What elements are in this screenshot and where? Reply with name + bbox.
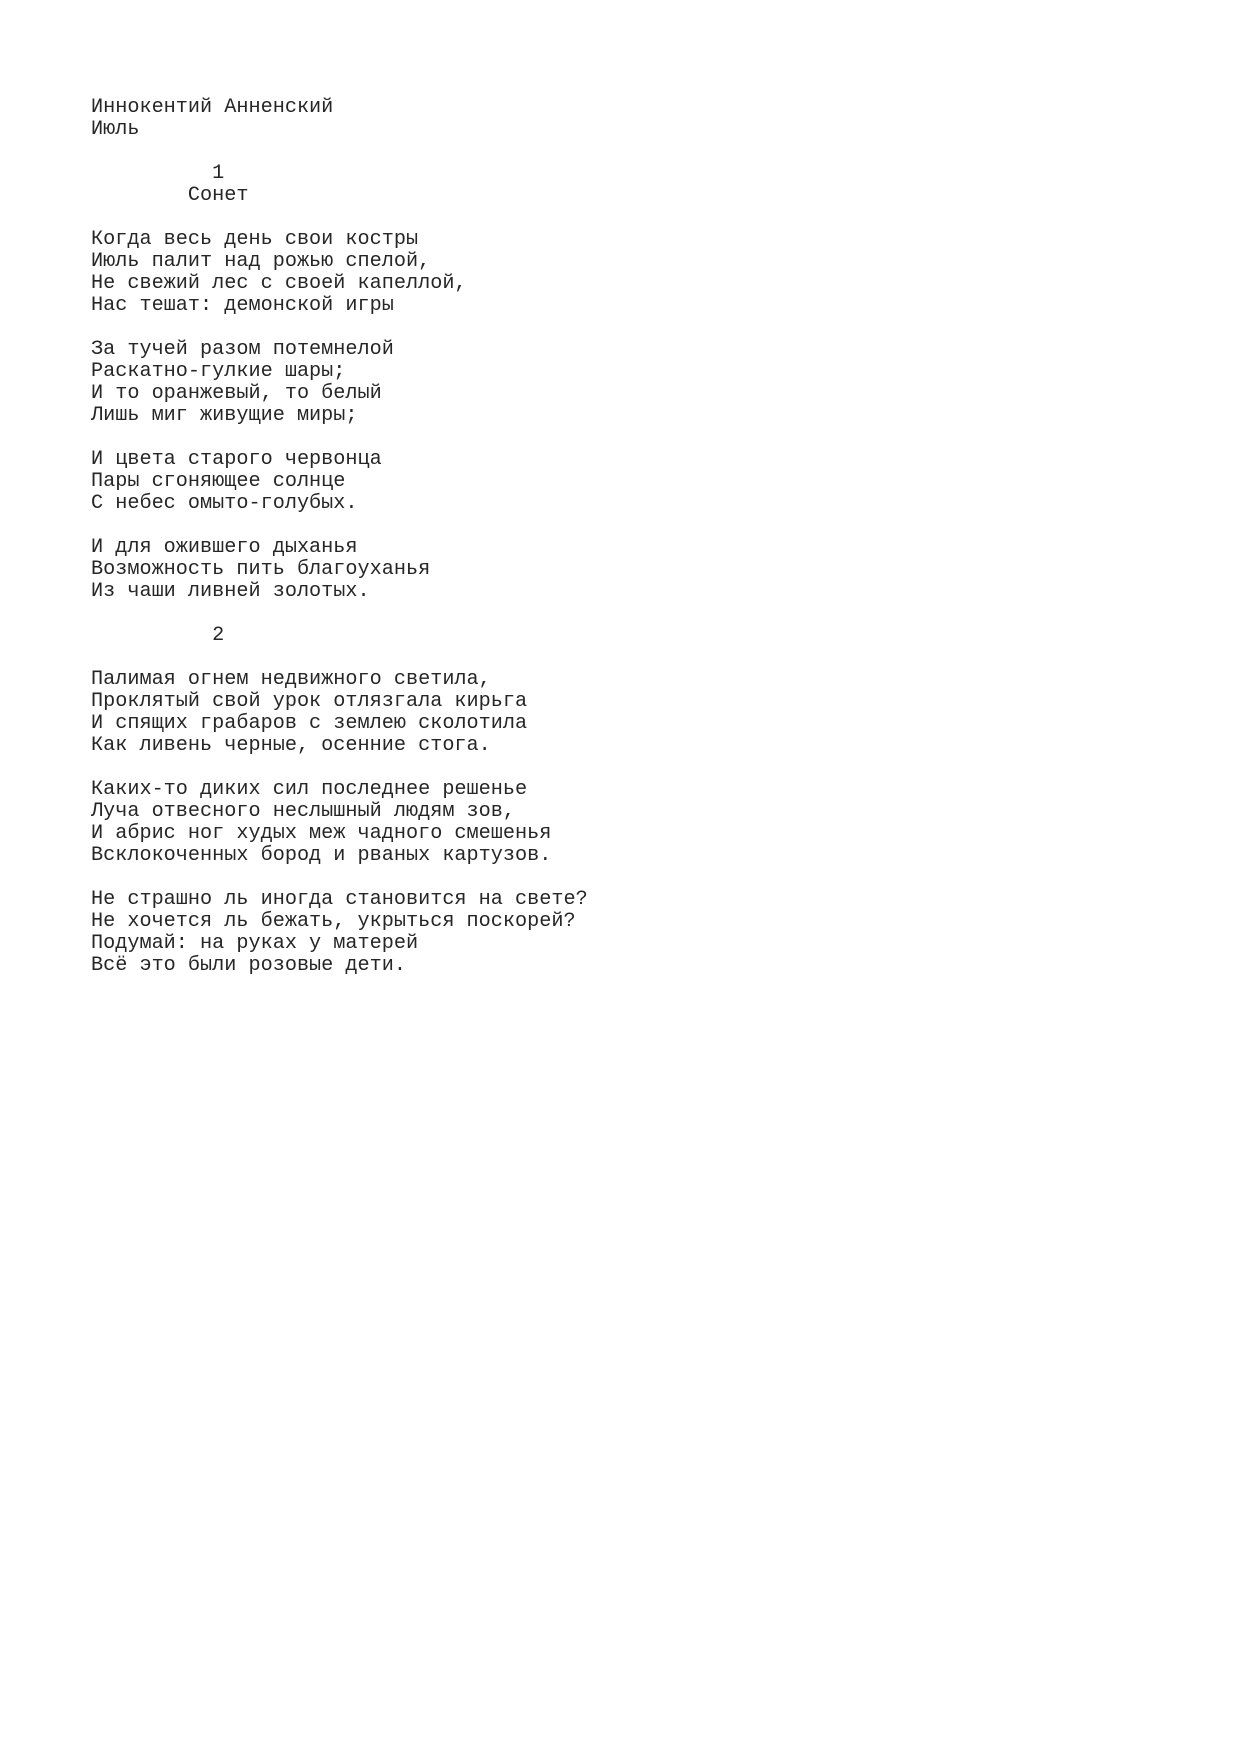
blank-line <box>91 867 588 889</box>
author-name: Иннокентий Анненский <box>91 96 334 119</box>
verse-line: Всё это были розовые дети. <box>91 954 406 977</box>
verse-line: Раскатно-гулкие шары; <box>91 360 346 383</box>
section-number: 2 <box>91 624 225 647</box>
verse-line: Луча отвесного неслышный людям зов, <box>91 800 516 823</box>
verse-line: Нас тешат: демонской игры <box>91 294 394 317</box>
verse-line: И цвета старого червонца <box>91 448 382 471</box>
verse-line: И то оранжевый, то белый <box>91 382 382 405</box>
verse-line: Возможность пить благоуханья <box>91 558 431 581</box>
verse-line: Пары сгоняющее солнце <box>91 470 346 493</box>
verse-line: Палимая огнем недвижного светила, <box>91 668 491 691</box>
verse-line: И для ожившего дыханья <box>91 536 358 559</box>
verse-line: Проклятый свой урок отлязгала кирьга <box>91 690 528 713</box>
verse-line: Всклокоченных бород и рваных картузов. <box>91 844 552 867</box>
verse-line: Не хочется ль бежать, укрыться поскорей? <box>91 910 576 933</box>
blank-line <box>91 207 588 229</box>
verse-line: И абрис ног худых меж чадного смешенья <box>91 822 552 845</box>
verse-line: Как ливень черные, осенние стога. <box>91 734 491 757</box>
blank-line <box>91 647 588 669</box>
section-title: Сонет <box>91 184 249 207</box>
verse-line: Не страшно ль иногда становится на свете? <box>91 888 588 911</box>
verse-line: Когда весь день свои костры <box>91 228 419 251</box>
verse-line: Каких-то диких сил последнее решенье <box>91 778 528 801</box>
verse-line: За тучей разом потемнелой <box>91 338 394 361</box>
blank-line <box>91 141 588 163</box>
section-number: 1 <box>91 162 225 185</box>
blank-line <box>91 757 588 779</box>
verse-line: И спящих грабаров с землею сколотила <box>91 712 528 735</box>
blank-line <box>91 515 588 537</box>
verse-line: Лишь миг живущие миры; <box>91 404 358 427</box>
verse-line: Из чаши ливней золотых. <box>91 580 370 603</box>
poem-text <box>91 97 588 977</box>
poem-title: Июль <box>91 118 140 141</box>
blank-line <box>91 603 588 625</box>
verse-line: Июль палит над рожью спелой, <box>91 250 431 273</box>
blank-line <box>91 427 588 449</box>
verse-line: Не свежий лес с своей капеллой, <box>91 272 467 295</box>
verse-line: Подумай: на руках у матерей <box>91 932 419 955</box>
blank-line <box>91 317 588 339</box>
verse-line: С небес омыто-голубых. <box>91 492 358 515</box>
